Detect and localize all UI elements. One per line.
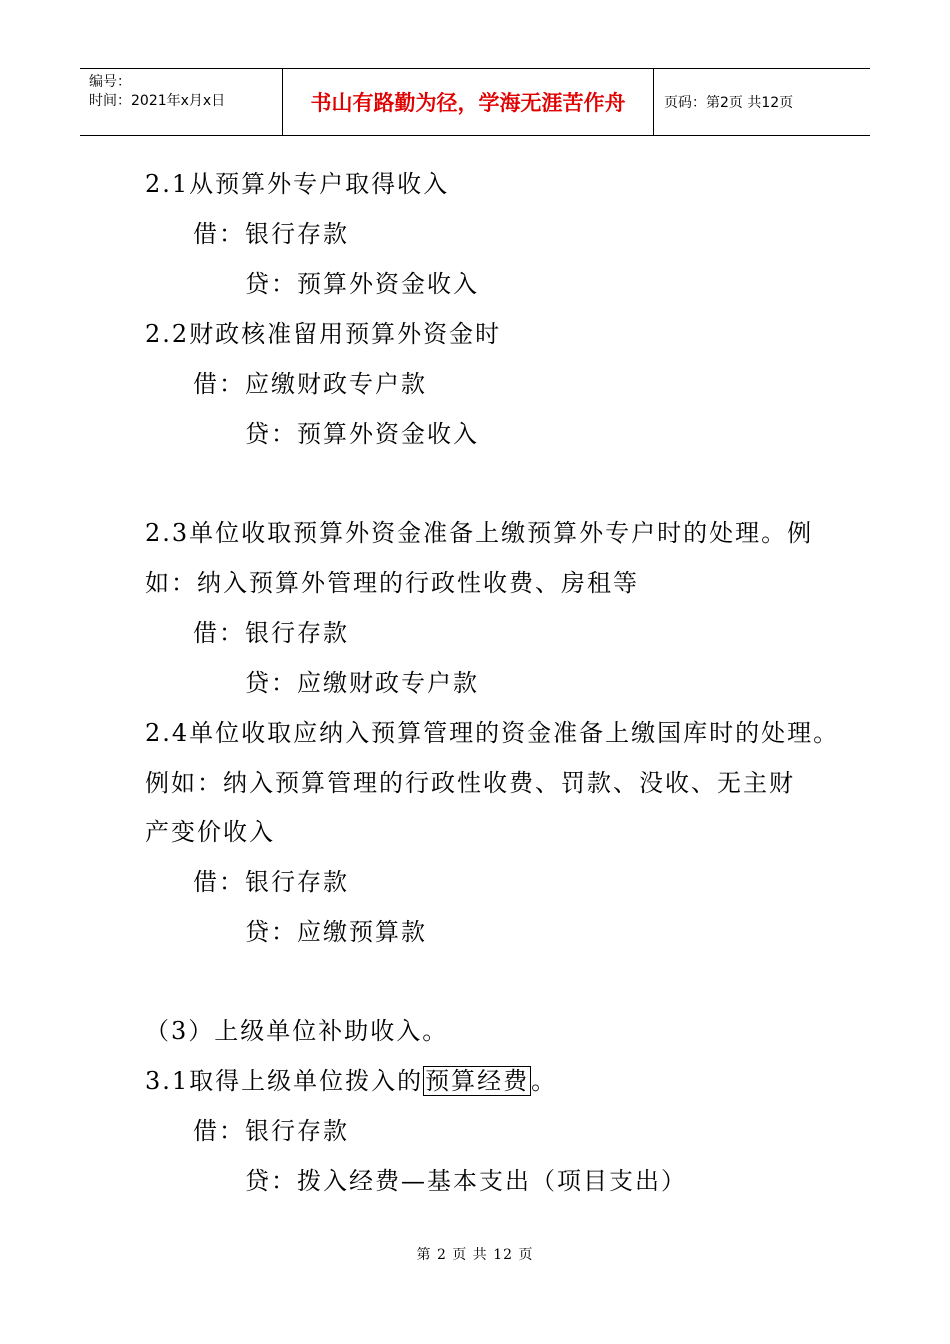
debit-entry: 借：银行存款 bbox=[193, 220, 349, 248]
section-2-4-example-cont: 产变价收入 bbox=[145, 818, 275, 846]
section-2-2-heading: 2.2财政核准留用预算外资金时 bbox=[145, 320, 502, 348]
credit-entry: 贷：拨入经费—基本支出（项目支出） bbox=[245, 1167, 687, 1195]
credit-entry: 贷：预算外资金收入 bbox=[245, 420, 479, 448]
page-footer: 第 2 页 共 12 页 bbox=[416, 1247, 534, 1263]
section-2-3-heading: 2.3单位收取预算外资金准备上缴预算外专户时的处理。例 bbox=[145, 519, 814, 547]
page-header bbox=[80, 68, 870, 136]
header-meta bbox=[80, 69, 282, 135]
section-2-3-example: 如：纳入预算外管理的行政性收费、房租等 bbox=[145, 569, 639, 597]
debit-entry: 借：银行存款 bbox=[193, 868, 349, 896]
debit-entry: 借：应缴财政专户款 bbox=[193, 370, 427, 398]
credit-entry: 贷：应缴预算款 bbox=[245, 918, 427, 946]
section-2-4-example: 例如：纳入预算管理的行政性收费、罚款、没收、无主财 bbox=[145, 769, 795, 797]
boxed-term: 预算经费 bbox=[425, 1067, 530, 1095]
number-label: 编号： bbox=[89, 74, 131, 90]
section-3-1-text: 3.1取得上级单位拨入的 bbox=[145, 1067, 424, 1095]
section-2-4-heading: 2.4单位收取应纳入预算管理的资金准备上缴国库时的处理。 bbox=[145, 719, 840, 747]
section-2-1-heading: 2.1从预算外专户取得收入 bbox=[145, 170, 450, 198]
debit-entry: 借：银行存款 bbox=[193, 1117, 349, 1145]
credit-entry: 贷：应缴财政专户款 bbox=[245, 669, 479, 697]
credit-entry: 贷：预算外资金收入 bbox=[245, 270, 479, 298]
header-motto: 书山有路勤为径，学海无涯苦作舟 bbox=[282, 69, 654, 135]
time-label: 时间：2021年x月x日 bbox=[89, 93, 226, 109]
section-3-1-end: 。 bbox=[531, 1067, 558, 1095]
section-3-heading: （3）上级单位补助收入。 bbox=[145, 1017, 449, 1045]
debit-entry: 借：银行存款 bbox=[193, 619, 349, 647]
section-3-1-heading bbox=[145, 1065, 557, 1097]
header-page-info: 页码：第2页 共12页 bbox=[664, 95, 794, 111]
